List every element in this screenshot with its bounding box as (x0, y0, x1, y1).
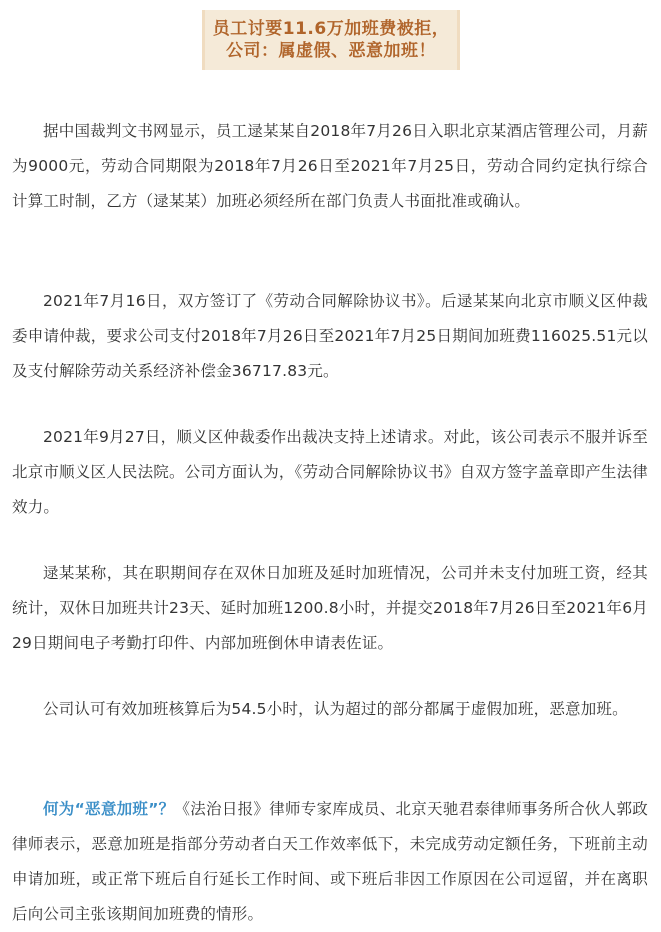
paragraph-6-body: 《法治日报》律师专家库成员、北京天驰君泰律师事务所合伙人郭政律师表示，恶意加班是指部分劳动者白天工作效率低下，未完成劳动定额任务，下班前主动申请加班，或正常下班后自行延长工作时间、或下班后非因工作原因在公司逗留，并在离职后向公司主张该期间加班费的情形。 (12, 800, 648, 923)
highlighted-question: 何为“恶意加班”？ (43, 800, 175, 818)
article-title-line-2: 公司：属虚假、恶意加班！ (226, 41, 436, 61)
paragraph-1: 据中国裁判文书网显示，员工逯某某自2018年7月26日入职北京某酒店管理公司，月薪为9000元，劳动合同期限为2018年7月26日至2021年7月25日，劳动合同约定执行综合计算工时制，乙方（逯某某）加班必须经所在部门负责人书面批准或确认。 (12, 122, 648, 210)
paragraph-2: 2021年7月16日，双方签订了《劳动合同解除协议书》。后逯某某向北京市顺义区仲裁委申请仲裁，要求公司支付2018年7月26日至2021年7月25日期间加班费116025.51元以及支付解除劳动关系经济补偿金36717.83元。 (12, 292, 648, 380)
paragraph-6 (12, 792, 648, 932)
paragraph-5: 公司认可有效加班核算后为54.5小时，认为超过的部分都属于虚假加班，恶意加班。 (43, 700, 628, 718)
article-title-banner (202, 10, 460, 70)
article-title-line-1: 员工讨要11.6万加班费被拒， (212, 19, 450, 39)
paragraph-4: 逯某某称，其在职期间存在双休日加班及延时加班情况，公司并未支付加班工资，经其统计，双休日加班共计23天、延时加班1200.8小时，并提交2018年7月26日至2021年6月29日期间电子考勤打印件、内部加班倒休申请表佐证。 (12, 564, 648, 652)
paragraph-3: 2021年9月27日，顺义区仲裁委作出裁决支持上述请求。对此，该公司表示不服并诉至北京市顺义区人民法院。公司方面认为，《劳动合同解除协议书》自双方签字盖章即产生法律效力。 (12, 428, 648, 516)
